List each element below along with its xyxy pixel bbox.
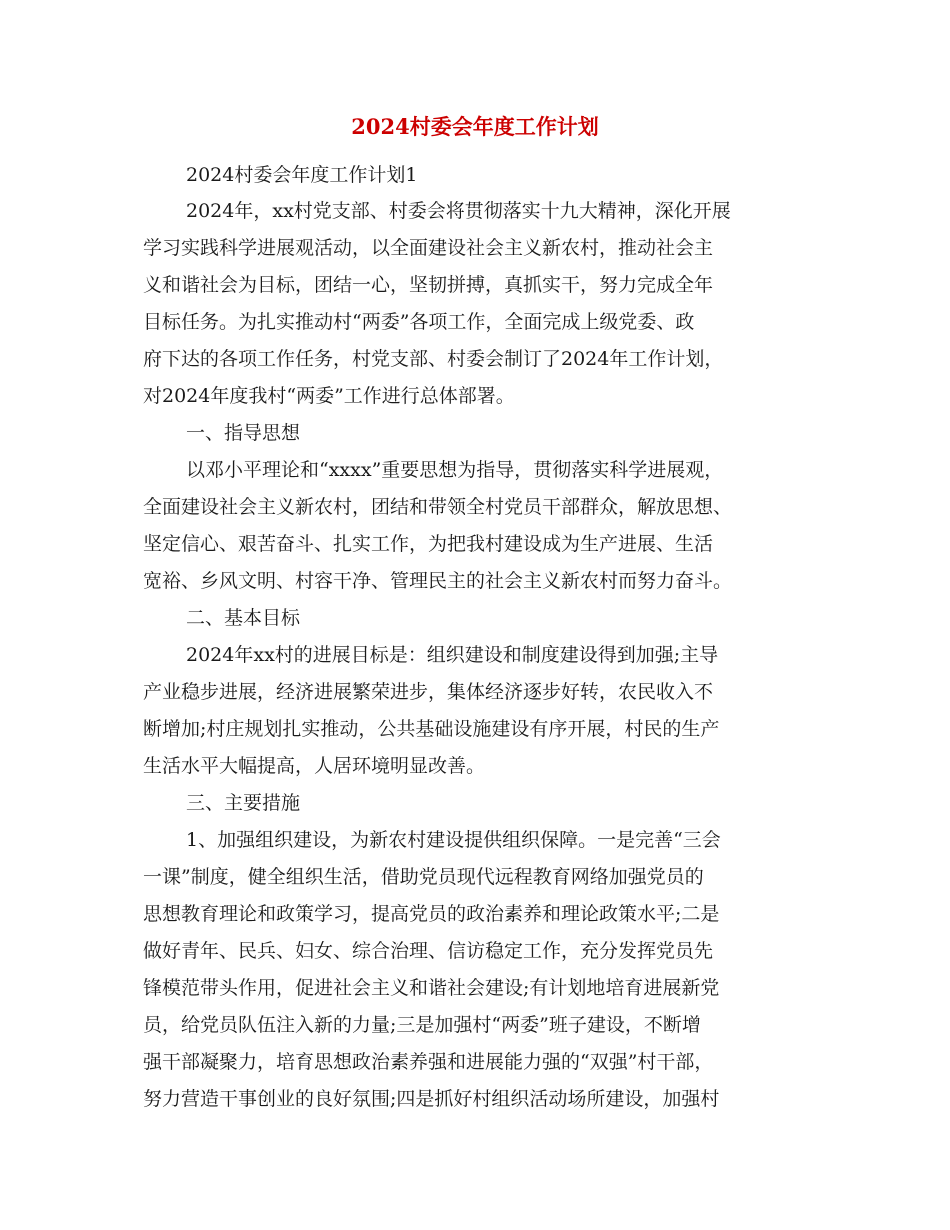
paragraph-line: 目标任务。为扎实推动村“两委”各项工作，全面完成上级党委、政 xyxy=(143,311,695,333)
paragraph-line: 全面建设社会主义新农村，团结和带领全村党员干部群众，解放思想、 xyxy=(143,496,733,518)
paragraph-line: 思想教育理论和政策学习，提高党员的政治素养和理论政策水平;二是 xyxy=(143,903,720,925)
paragraph-line: 义和谐社会为目标，团结一心，坚韧拼搏，真抓实干，努力完成全年 xyxy=(143,274,714,296)
paragraph-line: 对2024年度我村“两委”工作进行总体部署。 xyxy=(143,385,515,407)
paragraph-line: 以邓小平理论和“xxxx”重要思想为指导，贯彻落实科学进展观， xyxy=(186,459,724,481)
paragraph-line: 努力营造干事创业的良好氛围;四是抓好村组织活动场所建设，加强村 xyxy=(143,1088,720,1110)
paragraph-line: 府下达的各项工作任务，村党支部、村委会制订了2024年工作计划， xyxy=(143,348,724,370)
paragraph-line: 锋模范带头作用，促进社会主义和谐社会建设;有计划地培育进展新党 xyxy=(143,977,720,999)
paragraph-line: 生活水平大幅提高，人居环境明显改善。 xyxy=(143,755,486,777)
paragraph-line: 员，给党员队伍注入新的力量;三是加强村“两委”班子建设，不断增 xyxy=(143,1014,701,1036)
paragraph-line: 宽裕、乡风文明、村容干净、管理民主的社会主义新农村而努力奋斗。 xyxy=(143,570,733,592)
paragraph-line: 一课”制度，健全组织生活，借助党员现代远程教育网络加强党员的 xyxy=(143,866,704,888)
paragraph-line: 学习实践科学进展观活动，以全面建设社会主义新农村，推动社会主 xyxy=(143,237,714,259)
section-heading-basic-goals: 二、基本目标 xyxy=(186,607,301,629)
paragraph-line: 2024年，xx村党支部、村委会将贯彻落实十九大精神，深化开展 xyxy=(186,200,731,222)
paragraph-line: 2024年xx村的进展目标是：组织建设和制度建设得到加强;主导 xyxy=(186,644,719,666)
paragraph-line: 产业稳步进展，经济进展繁荣进步，集体经济逐步好转，农民收入不 xyxy=(143,681,714,703)
section-heading-main-measures: 三、主要措施 xyxy=(186,792,301,814)
paragraph-line: 强干部凝聚力，培育思想政治素养强和进展能力强的“双强”村干部， xyxy=(143,1051,714,1073)
section-heading-guiding-thought: 一、指导思想 xyxy=(186,422,301,444)
document-title: 2024村委会年度工作计划 xyxy=(351,114,599,139)
paragraph-line: 1、加强组织建设，为新农村建设提供组织保障。一是完善“三会 xyxy=(186,829,721,851)
paragraph-line: 断增加;村庄规划扎实推动，公共基础设施建设有序开展，村民的生产 xyxy=(143,718,720,740)
paragraph-line: 做好青年、民兵、妇女、综合治理、信访稳定工作，充分发挥党员先 xyxy=(143,940,714,962)
paragraph-line: 坚定信心、艰苦奋斗、扎实工作，为把我村建设成为生产进展、生活 xyxy=(143,533,714,555)
section-heading-plan-1: 2024村委会年度工作计划1 xyxy=(186,164,418,186)
